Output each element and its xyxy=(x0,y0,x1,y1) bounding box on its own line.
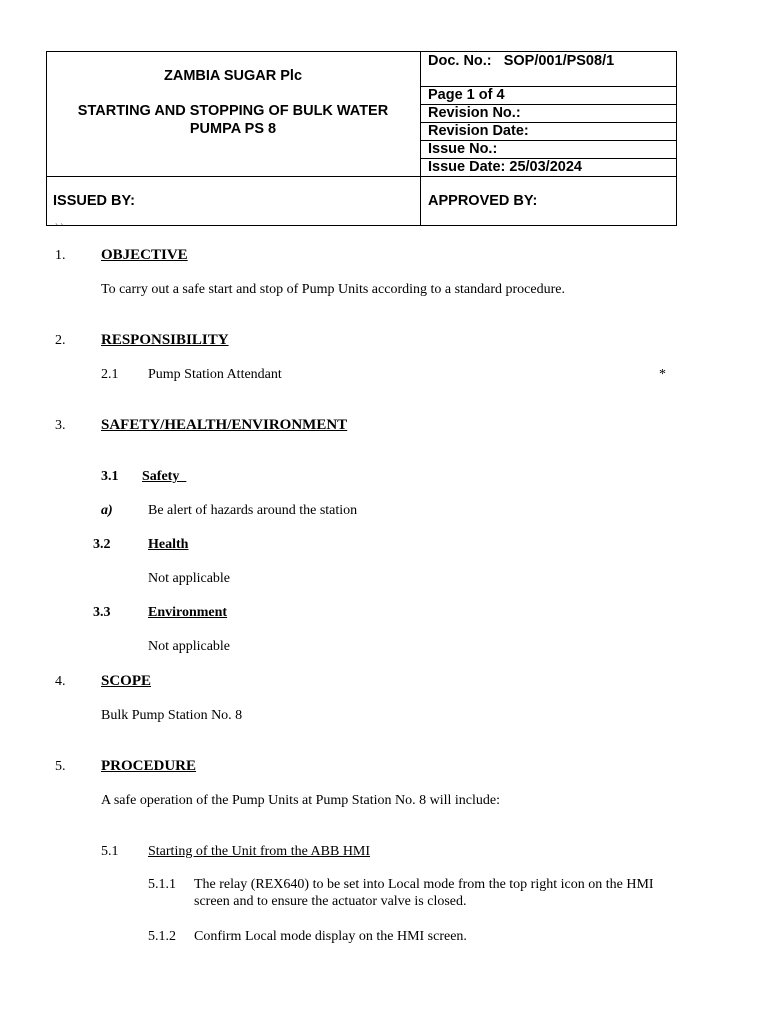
stray-mark: ` ` xyxy=(55,222,64,232)
section-4-number: 4. xyxy=(55,674,66,689)
step-5-1-2-number: 5.1.2 xyxy=(148,929,176,944)
step-5-1-1-text-line-1: The relay (REX640) to be set into Local mode from the top right icon on the HMI xyxy=(194,877,654,892)
scope-text: Bulk Pump Station No. 8 xyxy=(101,708,243,723)
step-5-1-1-number: 5.1.1 xyxy=(148,877,176,892)
safety-number: 3.1 xyxy=(101,469,119,484)
asterisk-mark: * xyxy=(659,367,666,382)
responsibility-item-number: 2.1 xyxy=(101,367,119,382)
document-title-line-1: STARTING AND STOPPING OF BULK WATER xyxy=(77,103,389,119)
section-2-number: 2. xyxy=(55,333,66,348)
section-5-heading: PROCEDURE xyxy=(101,758,197,774)
health-text: Not applicable xyxy=(148,571,231,586)
issue-date: Issue Date: 25/03/2024 xyxy=(428,159,582,175)
environment-number: 3.3 xyxy=(93,605,111,620)
approved-by-label: APPROVED BY: xyxy=(428,193,538,209)
doc-number: Doc. No.: SOP/001/PS08/1 xyxy=(428,53,615,69)
responsibility-item-text: Pump Station Attendant xyxy=(148,367,282,382)
step-5-1-2-text: Confirm Local mode display on the HMI screen. xyxy=(194,929,467,944)
company-name: ZAMBIA SUGAR Plc xyxy=(163,68,303,84)
objective-text: To carry out a safe start and stop of Pump Units according to a standard procedure. xyxy=(101,282,565,297)
page-number: Page 1 of 4 xyxy=(428,87,505,103)
section-4-heading: SCOPE xyxy=(101,673,152,689)
health-number: 3.2 xyxy=(93,537,111,552)
step-5-1-1-text-line-2: screen and to ensure the actuator valve is closed. xyxy=(194,894,467,909)
section-3-heading: SAFETY/HEALTH/ENVIRONMENT xyxy=(101,417,348,433)
section-1-heading: OBJECTIVE xyxy=(101,247,188,263)
section-3-number: 3. xyxy=(55,418,66,433)
issue-number: Issue No.: xyxy=(428,141,498,157)
environment-text: Not applicable xyxy=(148,639,231,654)
section-5-number: 5. xyxy=(55,759,66,774)
safety-heading: Safety xyxy=(142,469,187,484)
section-2-heading: RESPONSIBILITY xyxy=(101,332,229,348)
safety-item-text: Be alert of hazards around the station xyxy=(148,503,358,518)
revision-date: Revision Date: xyxy=(428,123,529,139)
section-1-number: 1. xyxy=(55,248,66,263)
safety-item-label: a) xyxy=(101,503,113,518)
health-heading: Health xyxy=(148,537,189,552)
header-divider xyxy=(420,51,421,226)
header-row-line xyxy=(46,176,677,177)
procedure-intro-text: A safe operation of the Pump Units at Pump Station No. 8 will include: xyxy=(101,793,500,808)
subsection-5-1-number: 5.1 xyxy=(101,844,119,859)
issued-by-label: ISSUED BY: xyxy=(53,193,135,209)
document-title-line-2: PUMPA PS 8 xyxy=(189,121,277,137)
environment-heading: Environment xyxy=(148,605,228,620)
revision-number: Revision No.: xyxy=(428,105,521,121)
subsection-5-1-heading: Starting of the Unit from the ABB HMI xyxy=(148,844,371,859)
